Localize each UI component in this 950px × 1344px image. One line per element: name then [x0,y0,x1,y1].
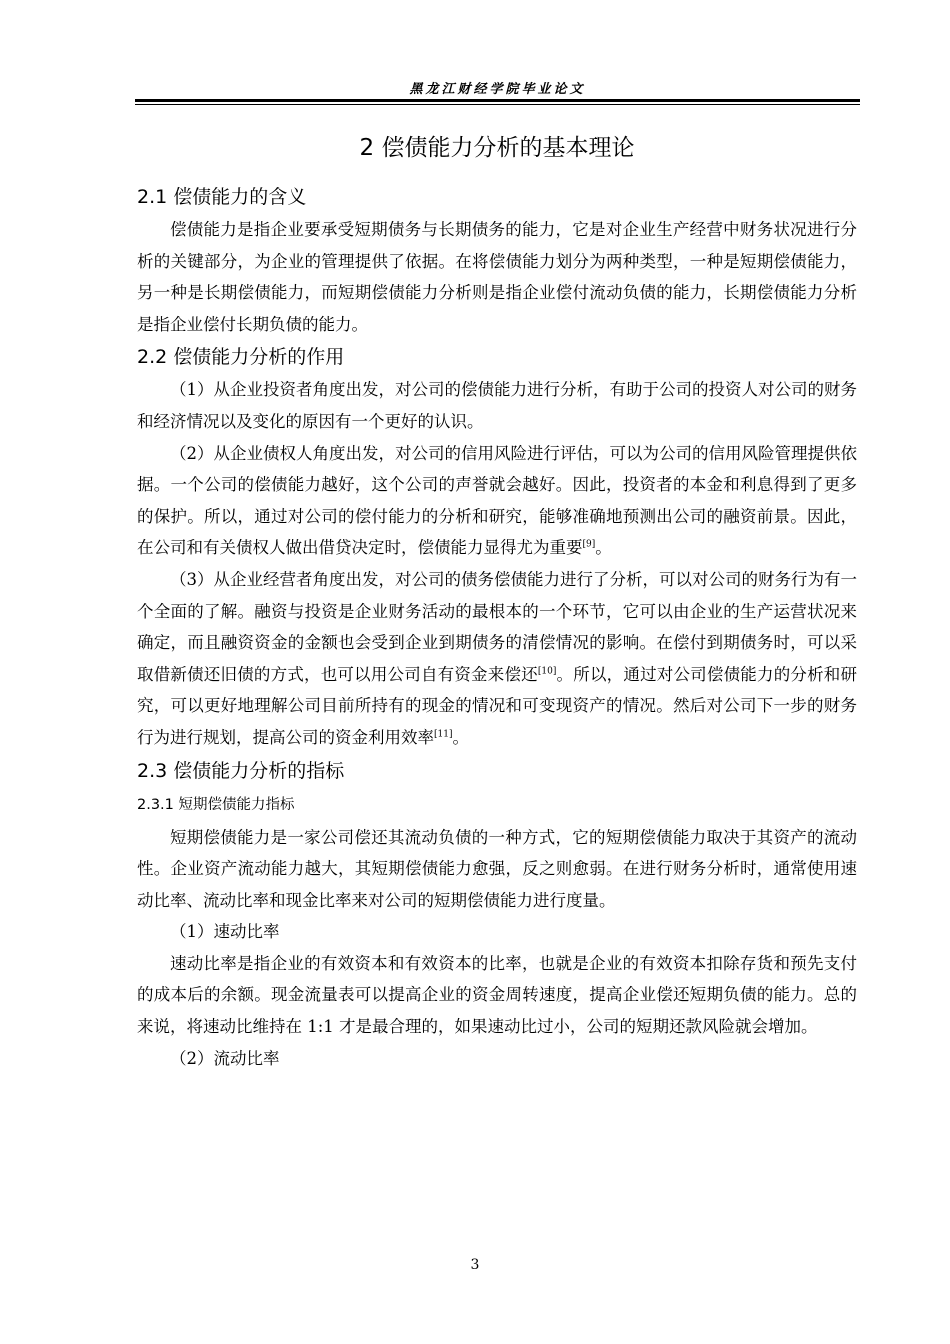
list-item: （1）速动比率 [170,922,280,942]
section-heading-2-3: 2.3 偿债能力分析的指标 [137,759,345,782]
citation-ref: [9] [582,539,596,550]
running-header: 黑龙江财经学院毕业论文 [409,82,586,97]
header-rule-thin [135,104,860,105]
section-heading-2-1: 2.1 偿债能力的含义 [137,186,307,208]
paragraph: 短期偿债能力是一家公司偿还其流动负债的一种方式，它的短期偿债能力取决于其资产的流动性。企业资产流动能力越大，其短期偿债能力愈强，反之则愈弱。在进行财务分析时，通常使用速动比率、流动比率和现金比率来对公司的短期偿债能力进行度量。 [137,827,857,910]
paragraph: 偿债能力是指企业要承受短期债务与长期债务的能力，它是对企业生产经营中财务状况进行分析的关键部分，为企业的管理提供了依据。在将偿债能力划分为两种类型，一种是短期偿债能力，另一种是长期偿债能力，而短期偿债能力分析则是指企业偿付流动负债的能力，长期偿债能力分析是指企业偿付长期负债的能力。 [137,220,857,334]
paragraph-text: （3）从企业经营者角度出发，对公司的债务偿债能力进行了分析，可以对公司的财务行为有一个全面的了解。融资与投资是企业财务活动的最根本的一个环节，它可以由企业的生产运营状况来确定，而且融资资金的金额也会受到企业到期债务的清偿情况的影响。在偿付到期债务时，可以采取借新债还旧债的方式，也可以用公司自有资金来偿还 [137,569,857,684]
paragraph [137,564,857,754]
citation-ref: [11] [434,729,453,740]
subsection-heading-2-3-1: 2.3.1 短期偿债能力指标 [137,796,295,813]
paragraph: （1）从企业投资者角度出发，对公司的偿债能力进行分析，有助于公司的投资人对公司的财务和经济情况以及变化的原因有一个更好的认识。 [137,380,857,431]
section-heading-2-2: 2.2 偿债能力分析的作用 [137,346,345,369]
paragraph: 速动比率是指企业的有效资本和有效资本的比率，也就是企业的有效资本扣除存货和预先支付的成本后的余额。现金流量表可以提高企业的资金周转速度，提高企业偿还短期负债的能力。总的来说，将速动比维持在 1:1 才是最合理的，如果速动比过小，公司的短期还款风险就会增加。 [137,953,857,1037]
paragraph-text: 。 [595,538,612,558]
page-number: 3 [470,1257,480,1273]
paragraph-text: （2）从企业债权人角度出发，对公司的信用风险进行评估，可以为公司的信用风险管理提供依据。一个公司的偿债能力越好，这个公司的声誉就会越好。因此，投资者的本金和利息得到了更多的保护。所以，通过对公司的偿付能力的分析和研究，能够准确地预测出公司的融资前景。因此，在公司和有关债权人做出借贷决定时，偿债能力显得尤为重要 [137,443,857,558]
citation-ref: [10] [537,666,557,677]
chapter-title: 2 偿债能力分析的基本理论 [359,135,635,161]
page-body [137,130,857,1074]
paragraph-text: 。所以，通过对公司偿债能力的分析和研究，可以更好地理解公司目前所持有的现金的情况和可变现资产的情况。然后对公司下一步的财务行为进行规划，提高公司的资金利用效率 [137,664,858,747]
paragraph-text: 。 [452,727,469,747]
paragraph [137,438,857,564]
header-rule-thick [135,99,860,102]
list-item: （2）流动比率 [170,1048,280,1068]
